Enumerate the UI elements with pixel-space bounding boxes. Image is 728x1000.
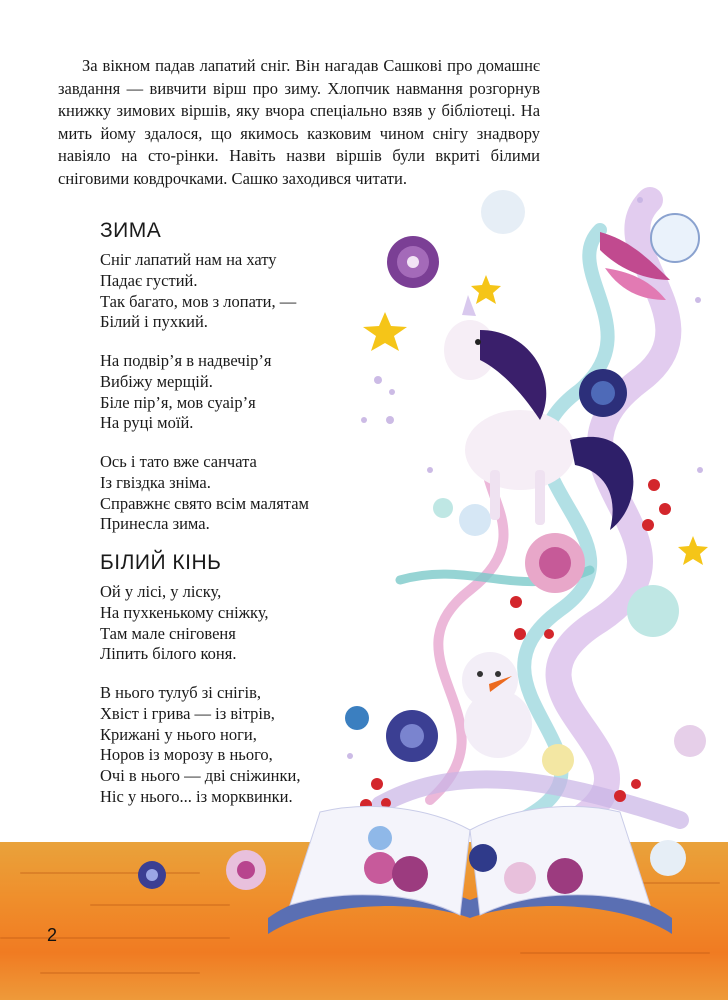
poem-line: Хвіст і грива — із вітрів, <box>100 703 275 723</box>
intro-line: За вікном падав лапатий сніг. Він нагадав Сашкові про <box>82 56 473 75</box>
poem-line: В нього тулуб зі снігів, <box>100 683 262 702</box>
poem-line: Ліпить білого коня. <box>100 644 237 664</box>
poem2-stanza-1 <box>100 582 269 665</box>
poem-line: Падає густий. <box>100 270 198 290</box>
poem-line: Біле пір’я, мов суаір’я <box>100 392 256 412</box>
poem-line: Білий і пухкий. <box>100 312 208 332</box>
intro-line: домашнє завдання — вивчити вірш про зиму. Хлопчик <box>58 56 541 98</box>
poem-line: Принесла зима. <box>100 514 210 534</box>
poem-line: Сніг лапатий нам на хату <box>100 250 277 269</box>
poem-line: На подвір’я в надвечір’я <box>100 351 272 370</box>
poem-line: Справжнє свято всім малятам <box>100 493 309 513</box>
snowball-flower-icon <box>387 236 439 288</box>
poem-line: Ой у лісі, у ліску, <box>100 582 222 601</box>
intro-line: якимось казковим чином снігу знадвору навіяло на сто- <box>58 123 541 166</box>
poem-line: Крижані у нього ноги, <box>100 724 257 744</box>
poem1-stanza-3 <box>100 452 309 535</box>
poem-line: Норов із морозу в нього, <box>100 745 273 765</box>
intro-line: навмання розгорнув книжку зимових віршів, яку вчора <box>58 78 540 121</box>
poem1-stanza-2 <box>100 351 272 434</box>
poem1-stanza-1 <box>100 250 296 333</box>
intro-line: спеціально взяв у бібліотеці. На мить йому здалося, що <box>58 101 541 143</box>
open-book-icon <box>268 806 672 934</box>
poem-title-zyma: ЗИМА <box>100 219 162 242</box>
poem-line: Вибіжу мерщій. <box>100 371 213 391</box>
poem2-stanza-2 <box>100 683 300 808</box>
intro-paragraph <box>58 55 540 191</box>
poem-line: Очі в нього — дві сніжинки, <box>100 766 301 786</box>
page-number: 2 <box>47 925 58 945</box>
poem-line: Ніс у нього... із морквинки. <box>100 786 293 806</box>
poem-line: Так багато, мов з лопати, — <box>100 291 297 311</box>
poem-line: На руці моїй. <box>100 413 194 433</box>
poem-line: Там мале сніговеня <box>100 623 236 643</box>
poem-title-bilyi-kin: БІЛИЙ КІНЬ <box>100 551 222 574</box>
poem-line: Із гвіздка зніма. <box>100 472 211 492</box>
poem-line: На пухкенькому сніжку, <box>100 602 269 622</box>
intro-line: рінки. Навіть назви віршів були вкриті білими сніговими <box>58 146 540 188</box>
poem-line: Ось і тато вже санчата <box>100 452 257 471</box>
intro-line: ковдрочками. Сашко заходився читати. <box>133 168 407 188</box>
